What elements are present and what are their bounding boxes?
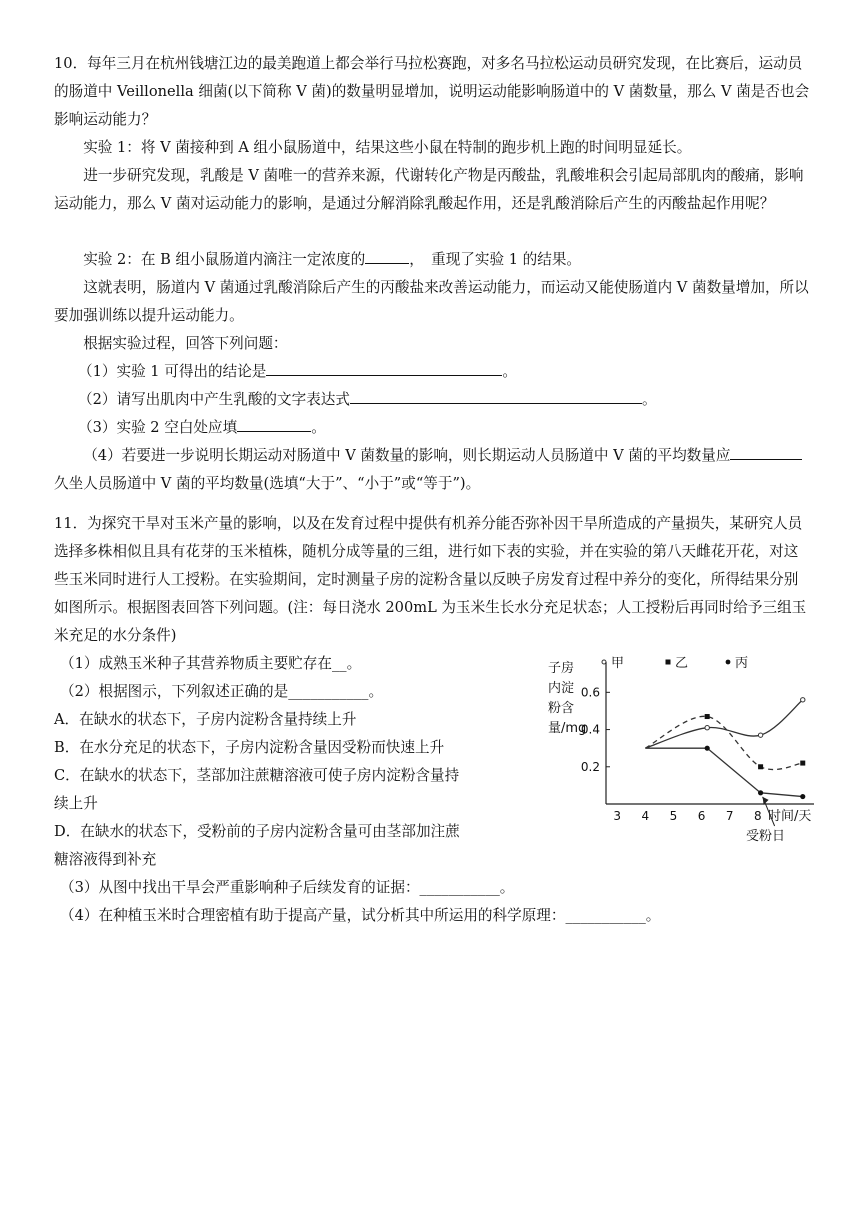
- q10-sub-1-end: 。: [502, 363, 517, 380]
- q10-sub-3-text: （3）实验 2 空白处应填: [78, 419, 238, 436]
- q10-prompt: 根据实验过程，回答下列问题：: [83, 335, 288, 352]
- series-1-point-1: [705, 714, 710, 719]
- y-tick-label-1: 0.4: [580, 722, 600, 737]
- q10-sub-2-text: （2）请写出肌肉中产生乳酸的文字表达式: [78, 391, 350, 408]
- q11-option-c-line-2: 续上升: [54, 795, 98, 812]
- legend-label-2: 丙: [735, 656, 749, 671]
- q11-sub-3: （3）从图中找出干旱会严重影响种子后续发育的证据：___________。: [60, 879, 515, 896]
- q10-sub-4-text-a: （4）若要进一步说明长期运动对肠道中 V 菌数量的影响，则长期运动人员肠道中 V 菌的平均数量应: [83, 447, 731, 464]
- chart-legend: [602, 656, 748, 671]
- x-tick-label-3: 6: [697, 809, 706, 823]
- q10-exp2-text-a: 实验 2：在 B 组小鼠肠道内滴注一定浓度的: [83, 251, 366, 268]
- x-tick-label-0: 3: [613, 809, 622, 823]
- series-0-point-2: [758, 733, 762, 737]
- series-1-point-3: [800, 761, 805, 766]
- ylabel-line-4: 量/mg: [548, 721, 587, 736]
- x-tick-label-2: 5: [669, 809, 678, 823]
- y-tick-label-0: 0.2: [580, 759, 600, 774]
- q10-exp2-blank[interactable]: [365, 247, 409, 264]
- y-tick-label-2: 0.6: [580, 685, 600, 700]
- ylabel-line-3: 粉含: [548, 701, 575, 716]
- q10-intro: 10．每年三月在杭州钱塘江边的最美跑道上都会举行马拉松赛跑，对多名马拉松运动员研究发现，在比赛后，运动员的肠道中 Veillonella 细菌(以下简称 V 菌)的数量明显增加，说明运动能影响肠道中的 V 菌数量，那么 V 菌是否也会影响运动能力？: [54, 55, 810, 128]
- q10-sub-2-end: 。: [641, 391, 657, 408]
- q10-sub-1: [78, 358, 517, 386]
- q11-option-b: B．在水分充足的状态下，子房内淀粉含量因受粉而快速上升: [54, 739, 445, 756]
- x-tick-label-5: 8: [753, 809, 762, 823]
- x-axis-label: 时间/天: [768, 809, 812, 824]
- series-line-0: [645, 700, 802, 748]
- legend-marker-2: [726, 660, 731, 665]
- q11-intro: 11．为探究干旱对玉米产量的影响，以及在发育过程中提供有机养分能否弥补因干旱所造成的产量损失，某研究人员选择多株相似且具有花芽的玉米植株，随机分成等量的三组，进行如下表的实验，并在实验的第八天雌花开花，对这些玉米同时进行人工授粉。在实验期间，定时测量子房的淀粉含量以反映子房发育过程中养分的变化，所得结果分别如图所示。根据图表回答下列问题。(注：每日浇水 200mL 为玉米生长水分充足状态；人工授粉后再同时给予三组玉米充足的水分条件): [54, 515, 807, 644]
- series-line-2: [645, 748, 802, 796]
- q10-experiment-1: 实验 1：将 V 菌接种到 A 组小鼠肠道中，结果这些小鼠在特制的跑步机上跑的时间明显延长。: [83, 139, 692, 156]
- legend-label-0: 甲: [611, 656, 625, 671]
- x-tick-label-1: 4: [641, 809, 650, 823]
- q10-conclusion: 这就表明，肠道内 V 菌通过乳酸消除后产生的丙酸盐来改善运动能力，而运动又能使肠道内 V 菌数量增加，所以要加强训练以提升运动能力。: [54, 279, 809, 324]
- chart-axes: [606, 662, 814, 804]
- q11-sub-4: （4）在种植玉米时合理密植有助于提高产量，试分析其中所运用的科学原理：___________。: [60, 907, 661, 924]
- q10-sub-3-end: 。: [311, 419, 326, 436]
- q11-option-d-line-1: D．在缺水的状态下，受粉前的子房内淀粉含量可由茎部加注蔗: [54, 823, 460, 840]
- q10-sub-3-blank[interactable]: [237, 415, 311, 432]
- ylabel-line-2: 内淀: [548, 681, 575, 696]
- series-1-point-2: [758, 764, 763, 769]
- chart-ticks: [581, 685, 811, 824]
- q10-sub-4-text-b: 久坐人员肠道中 V 菌的平均数量(选填“大于”、“小于”或“等于”)。: [54, 475, 481, 492]
- q11-sub-1: （1）成熟玉米种子其营养物质主要贮存在__。: [60, 655, 362, 672]
- q10-further-research: 进一步研究发现，乳酸是 V 菌唯一的营养来源，代谢转化产物是丙酸盐，乳酸堆积会引起局部肌肉的酸痛，影响运动能力，那么 V 菌对运动能力的影响，是通过分解消除乳酸起作用，还是乳酸消除后产生的丙酸盐起作用呢？: [54, 167, 804, 212]
- annotation-label: 受粉日: [746, 829, 786, 844]
- legend-label-1: 乙: [675, 656, 689, 671]
- q11-option-d-line-2: 糖溶液得到补充: [54, 851, 157, 868]
- q10-sub-1-blank[interactable]: [266, 359, 502, 376]
- q10-experiment-2: [54, 246, 810, 274]
- q11-option-a: A．在缺水的状态下，子房内淀粉含量持续上升: [54, 711, 357, 728]
- q10-exp2-text-b: ， 重现了实验 1 的结果。: [409, 251, 582, 268]
- starch-content-chart: [536, 648, 826, 844]
- series-2-point-2: [758, 790, 763, 795]
- q10-sub-1-text: （1）实验 1 可得出的结论是: [78, 363, 267, 380]
- x-tick-label-4: 7: [725, 809, 734, 823]
- q10-sub-4-blank[interactable]: [730, 443, 802, 460]
- series-0-point-1: [705, 725, 709, 729]
- series-2-point-3: [800, 794, 805, 799]
- q10-sub-3: [78, 414, 326, 442]
- q10-sub-2-blank[interactable]: [350, 387, 642, 404]
- q10-sub-2: [78, 386, 657, 414]
- ylabel-line-1: 子房: [548, 661, 575, 676]
- q11-option-c-line-1: C．在缺水的状态下，茎部加注蔗糖溶液可使子房内淀粉含量持: [54, 767, 460, 784]
- series-2-point-1: [705, 746, 710, 751]
- q11-sub-2: （2）根据图示，下列叙述正确的是___________。: [60, 683, 384, 700]
- series-0-point-3: [801, 698, 805, 702]
- q10-sub-4: [54, 442, 810, 498]
- chart-lines: [645, 698, 805, 800]
- legend-marker-1: [666, 660, 671, 665]
